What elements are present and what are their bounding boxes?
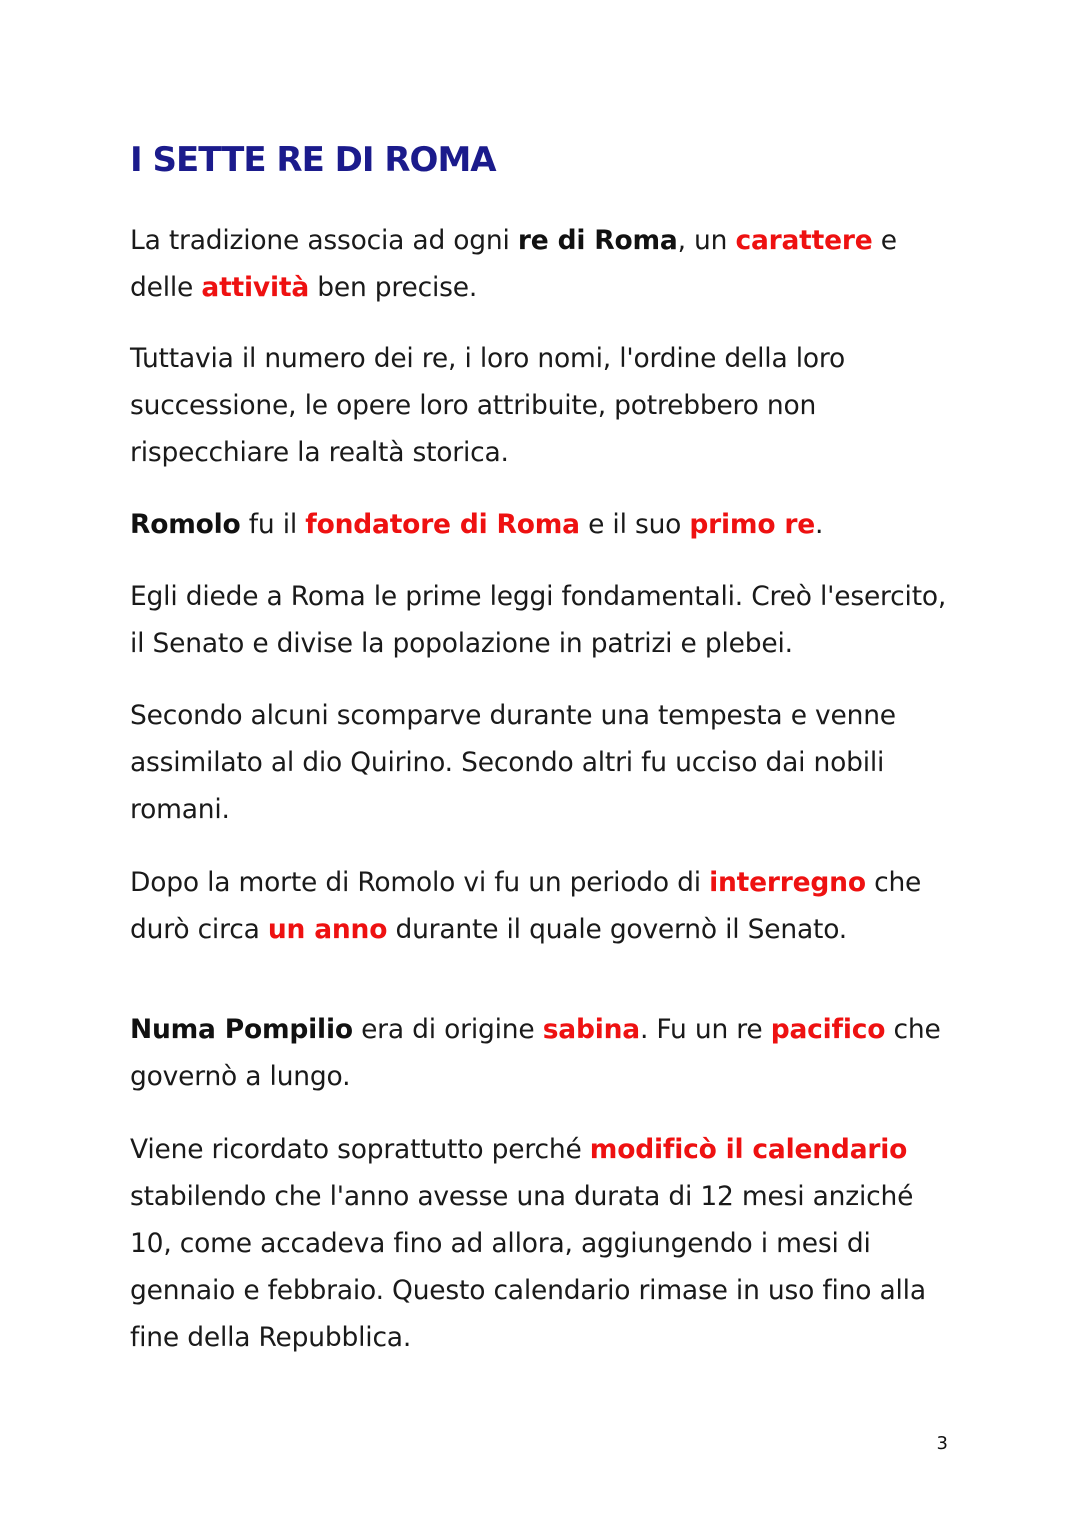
keyword-romolo: Romolo <box>130 509 241 540</box>
paragraph-intro: La tradizione associa ad ogni re di Roma, un carattere e delle attività ben precise. <box>130 225 897 303</box>
keyword-modifico-il-calendario: modificò il calendario <box>589 1134 908 1165</box>
keyword-pacifico: pacifico <box>770 1014 886 1045</box>
keyword-primo-re: primo re <box>689 509 816 540</box>
paragraph-interregno: Dopo la morte di Romolo vi fu un periodo di interregno che durò circa un anno durante il quale governò il Senato. <box>130 867 922 945</box>
paragraph-quirino: Secondo alcuni scomparve durante una tempesta e venne assimilato al dio Quirino. Secondo altri fu ucciso dai nobili romani. <box>130 700 896 825</box>
keyword-re-di-roma: re di Roma <box>517 225 678 256</box>
keyword-carattere: carattere <box>735 225 873 256</box>
keyword-un-anno: un anno <box>267 914 388 945</box>
paragraph-tuttavia: Tuttavia il numero dei re, i loro nomi, l'ordine della loro successione, le opere loro attribuite, potrebbero non rispecchiare la realtà storica. <box>130 343 846 468</box>
keyword-attivita: attività <box>201 272 309 303</box>
page-number: 3 <box>936 1433 948 1454</box>
page-title: I SETTE RE DI ROMA <box>130 140 496 180</box>
paragraph-calendario: Viene ricordato soprattutto perché modificò il calendario stabilendo che l'anno avesse una durata di 12 mesi anziché 10, come accadeva fino ad allora, aggiungendo i mesi di gennaio e febbraio. Questo calendario rimase in uso fino alla fine della Repubblica. <box>130 1134 926 1353</box>
paragraph-leggi: Egli diede a Roma le prime leggi fondamentali. Creò l'esercito, il Senato e divise la popolazione in patrizi e plebei. <box>130 581 947 659</box>
keyword-sabina: sabina <box>542 1014 640 1045</box>
paragraph-romolo: Romolo fu il fondatore di Roma e il suo primo re. <box>130 509 824 540</box>
paragraph-numa: Numa Pompilio era di origine sabina. Fu un re pacifico che governò a lungo. <box>130 1014 941 1092</box>
keyword-interregno: interregno <box>709 867 866 898</box>
keyword-numa-pompilio: Numa Pompilio <box>130 1014 353 1045</box>
keyword-fondatore-di-roma: fondatore di Roma <box>305 509 580 540</box>
